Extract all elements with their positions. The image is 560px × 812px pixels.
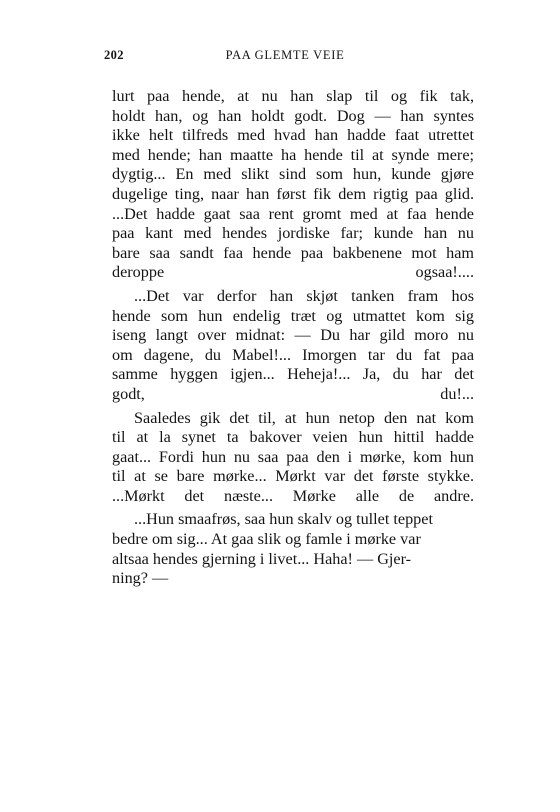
text-line: Saaledes gik det til, at hun netop den nat kom xyxy=(134,408,474,427)
text-line: gaat... Fordi hun nu saa paa den i mørke, kom hun xyxy=(112,447,474,466)
text-line: om dagene, du Mabel!... Imorgen tar du fat paa xyxy=(112,345,474,364)
text-line: til at la synet ta bakover veien hun hittil hadde xyxy=(112,428,474,447)
text-line: ikke helt tilfreds med hvad han hadde faat utrettet xyxy=(112,126,474,145)
text-line: dygtig... En med slikt sind som hun, kunde gjøre xyxy=(112,165,474,184)
text-line: holdt han, og han holdt godt. Dog — han syntes xyxy=(112,106,474,125)
text-line: til at se bare mørke... Mørkt var det første stykke. xyxy=(112,467,474,486)
paragraph xyxy=(112,87,474,283)
text-line: med hende; han maatte ha hende til at synde mere; xyxy=(112,145,474,164)
body-text xyxy=(112,87,474,589)
paragraph xyxy=(112,409,474,507)
running-title: PAA GLEMTE VEIE xyxy=(225,48,345,62)
page-number: 202 xyxy=(104,48,124,62)
text-line: paa kant med hendes jordiske far; kunde han nu xyxy=(112,224,474,243)
text-line: samme hyggen igjen... Heheja!... Ja, du har det xyxy=(112,365,474,384)
page-header xyxy=(104,48,466,68)
text-line: godt, du!... xyxy=(112,384,474,403)
text-line: hende som hun endelig træt og utmattet kom sig xyxy=(112,306,474,325)
text-line: altsaa hendes gjerning i livet... Haha! — Gjer- xyxy=(112,549,412,568)
text-line: bare saa sandt faa hende paa bakbenene mot ham xyxy=(112,243,474,262)
text-line: ...Mørkt det næste... Mørke alle de andre. xyxy=(112,486,474,505)
text-line: ...Det var derfor han skjøt tanken fram hos xyxy=(134,286,474,305)
paragraph xyxy=(112,287,474,405)
text-line: lurt paa hende, at nu han slap til og fik tak, xyxy=(112,87,474,105)
text-line: ...Det hadde gaat saa rent gromt med at faa hende xyxy=(112,204,474,223)
text-line: ...Hun smaafrøs, saa hun skalv og tullet teppet xyxy=(134,510,433,529)
text-line: bedre om sig... At gaa slik og famle i mørke var xyxy=(112,530,421,549)
paragraph xyxy=(112,510,474,588)
text-line: ning? — xyxy=(112,569,169,588)
text-line: deroppe ogsaa!.... xyxy=(112,263,474,282)
text-line: dugelige ting, naar han først fik dem rigtig paa glid. xyxy=(112,184,474,203)
text-line: iseng langt over midnat: — Du har gild moro nu xyxy=(112,326,474,345)
